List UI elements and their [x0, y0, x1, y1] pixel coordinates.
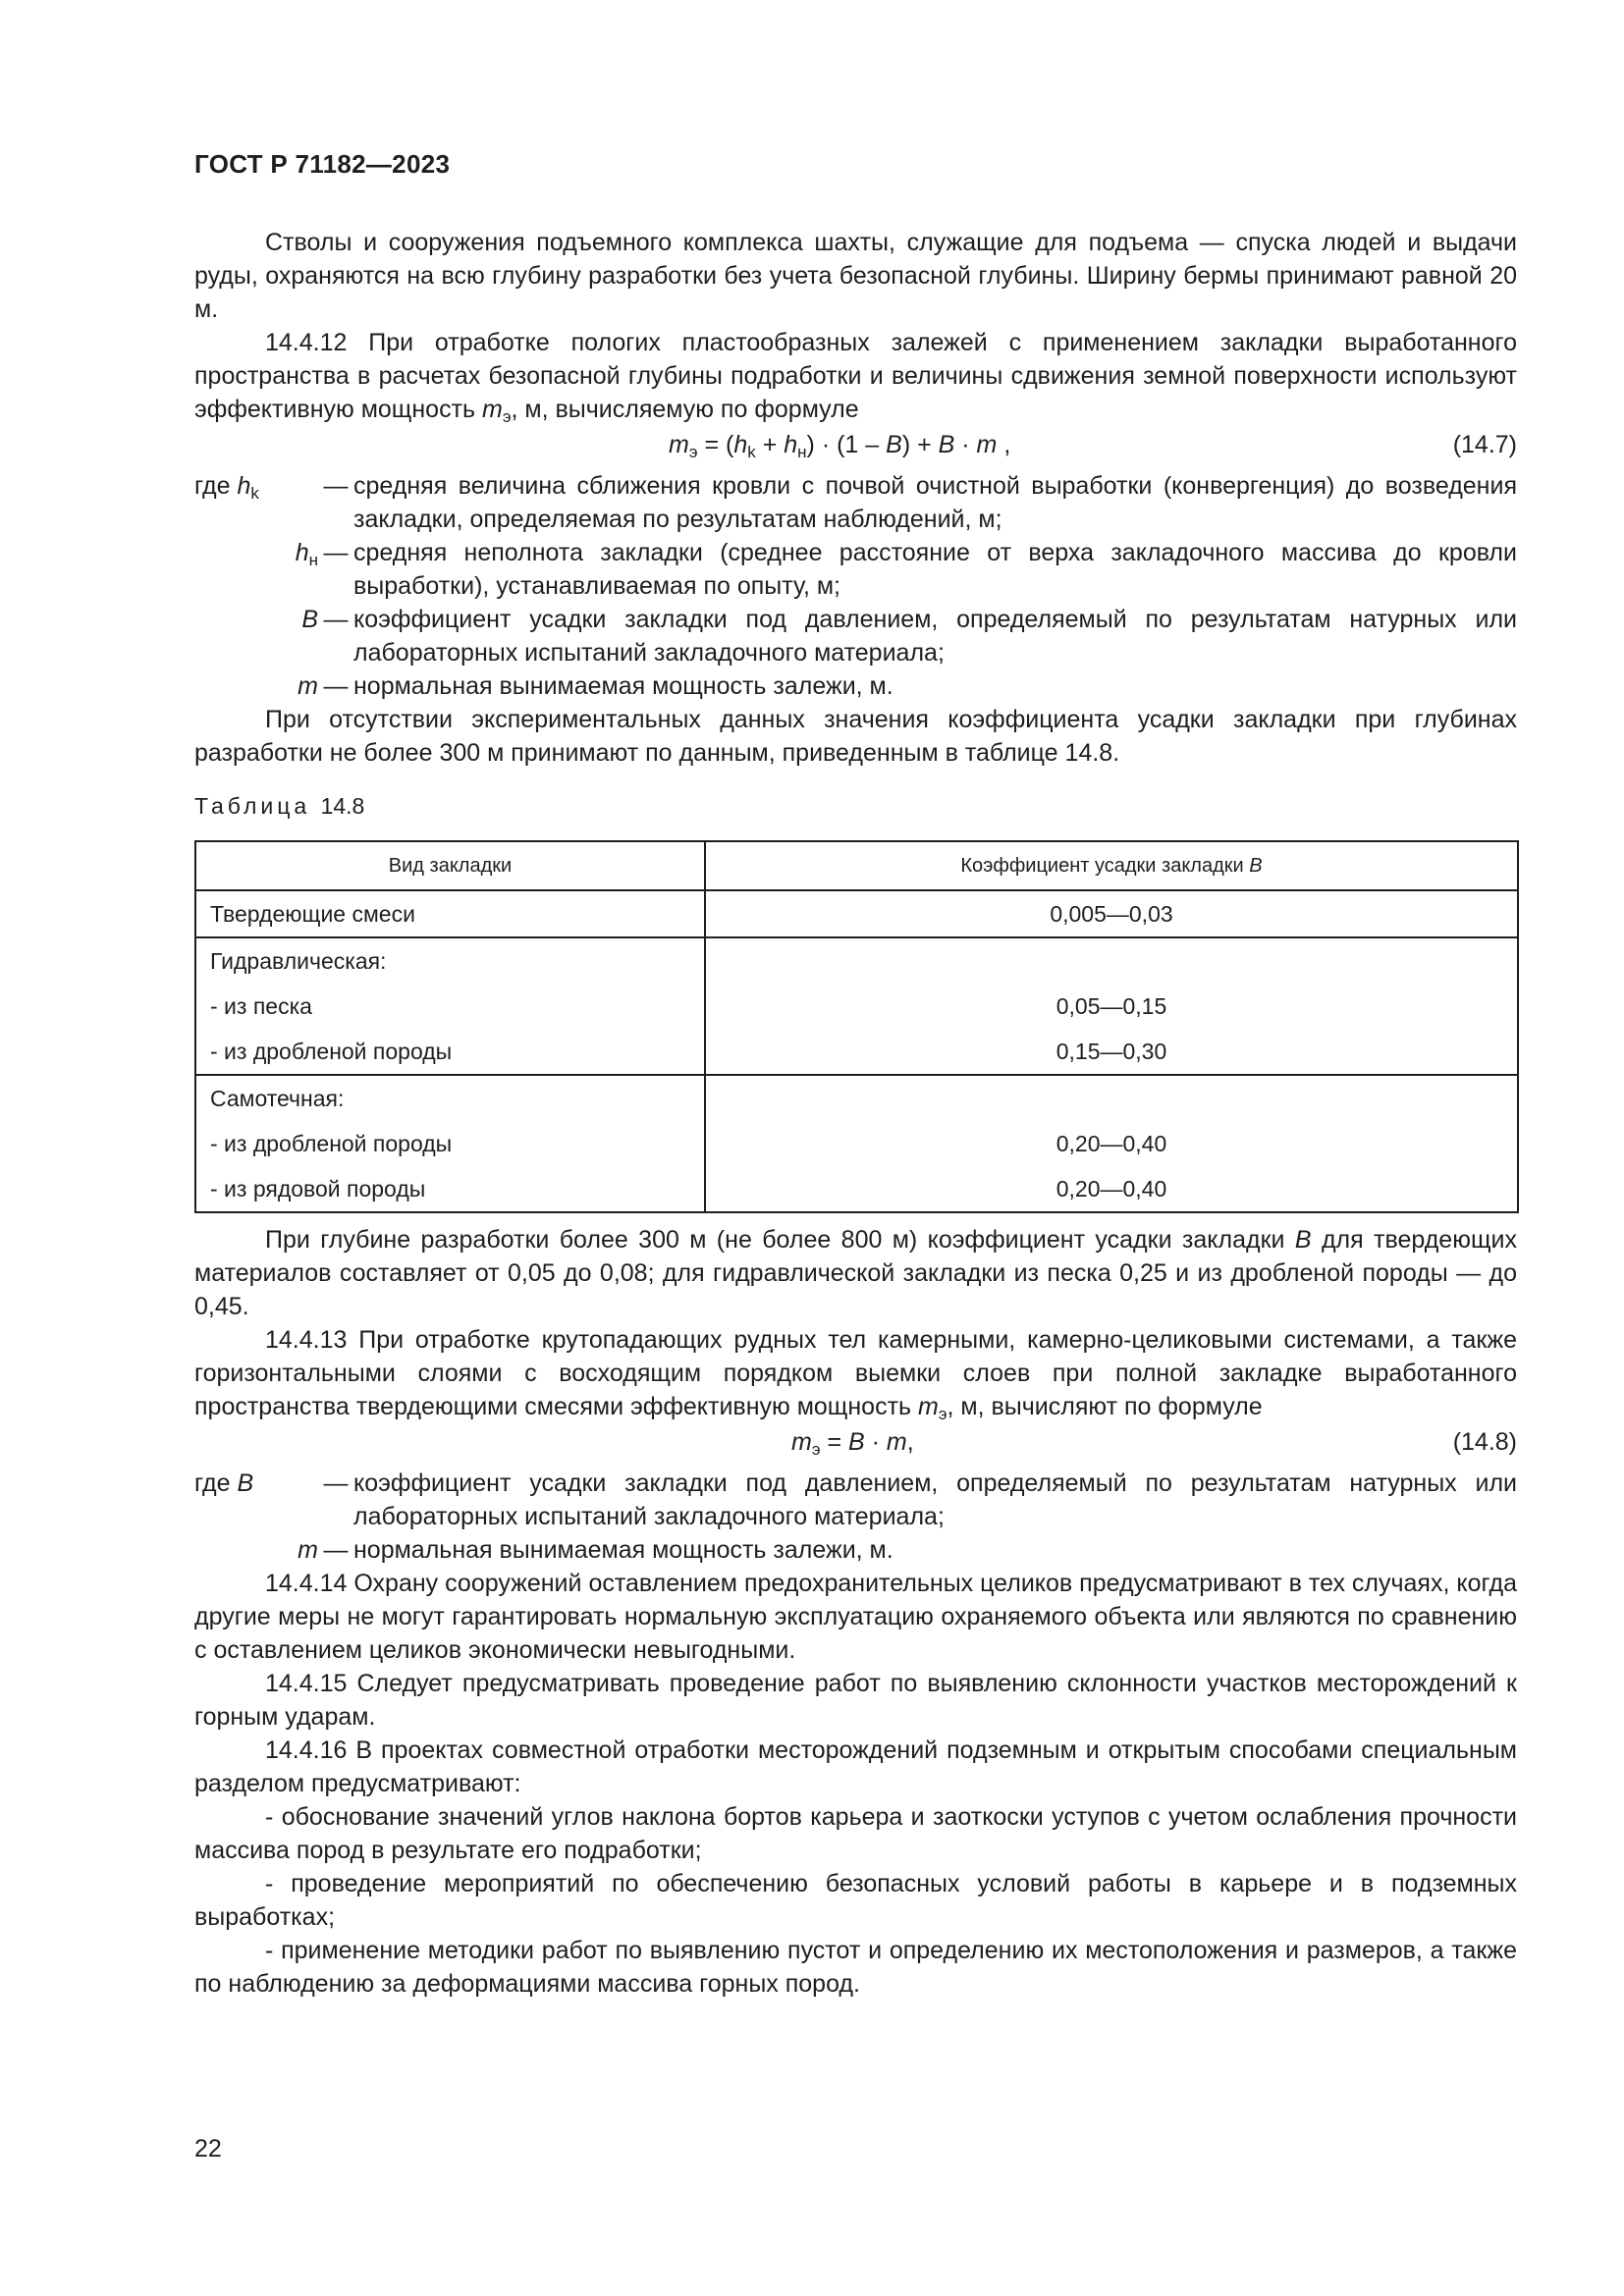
where-item: где $h_k$ — средняя величина сближения кровли с почвой очистной выработки (конвергенция) до возведения закладки, определяемая по результатам наблюдений, м; — [194, 472, 1517, 533]
formula-expression: $m_э = B \cdot m$, — [791, 1428, 914, 1459]
formula-number: (14.8) — [1452, 1428, 1517, 1456]
table-row: - из дробленой породы 0,15—0,30 — [195, 1029, 1518, 1075]
table-row: Гидравлическая: — [195, 937, 1518, 984]
table-row: Твердеющие смеси 0,005—0,03 — [195, 890, 1518, 937]
formula-14-7 — [194, 428, 1517, 463]
list-item: - обоснование значений углов наклона бортов карьера и заоткоски уступов с учетом ослабления прочности массива пород в результате его подработки; — [194, 1803, 1517, 1864]
table-row: - из рядовой породы 0,20—0,40 — [195, 1166, 1518, 1212]
formula-number: (14.7) — [1452, 431, 1517, 458]
table-header: Коэффициент усадки закладки B — [705, 841, 1518, 890]
document-header: ГОСТ Р 71182—2023 — [194, 149, 451, 179]
formula-expression: $m_э = (h_k + h_н) \cdot (1 - B) + B \cdot m$ , — [669, 431, 1011, 461]
table-header: Вид закладки — [195, 841, 705, 890]
paragraph-14-4-16: 14.4.16 В проектах совместной отработки месторождений подземным и открытым способами специальным разделом предусматривают: — [194, 1736, 1517, 1797]
paragraph: Стволы и сооружения подъемного комплекса шахты, служащие для подъема — спуска людей и выдачи руды, охраняются на всю глубину разработки без учета безопасной глубины. Ширину бермы принимают равной 20 м. — [194, 229, 1517, 323]
where-item: m — нормальная вынимаемая мощность залежи, м. — [298, 672, 893, 700]
where-item: m — нормальная вынимаемая мощность залежи, м. — [298, 1536, 893, 1564]
where-item: B — коэффициент усадки закладки под давлением, определяемый по результатам натурных или лабораторных испытаний закладочного материала; — [301, 606, 1517, 667]
where-list — [194, 1467, 1517, 1567]
paragraph: При глубине разработки более 300 м (не более 800 м) коэффициент усадки закладки B для твердеющих материалов составляет от 0,05 до 0,08; для гидравлической закладки из песка 0,25 и из дробленой породы — до 0,45. — [194, 1226, 1517, 1320]
table-row: - из дробленой породы 0,20—0,40 — [195, 1121, 1518, 1166]
page-number: 22 — [194, 2135, 222, 2163]
table-row: - из песка 0,05—0,15 — [195, 984, 1518, 1029]
where-item: где B — коэффициент усадки закладки под давлением, определяемый по результатам натурных или лабораторных испытаний закладочного материала; — [194, 1469, 1517, 1530]
paragraph-14-4-12: 14.4.12 При отработке пологих пластообразных залежей с применением закладки выработанного пространства в расчетах безопасной глубины подработки и величины сдвижения земной поверхности используют эффективную мощность $m_э$, м, вычисляемую по формуле — [194, 329, 1517, 426]
where-item: $h_н$ — средняя неполнота закладки (среднее расстояние от верха закладочного массива до кровли выработки), устанавливаемая по опыту, м; — [295, 539, 1517, 600]
list-item: - применение методики работ по выявлению пустот и определению их местоположения и размеров, а также по наблюдению за деформациями массива горных пород. — [194, 1937, 1517, 1998]
paragraph-14-4-14: 14.4.14 Охрану сооружений оставлением предохранительных целиков предусматривают в тех случаях, когда другие меры не могут гарантировать нормальную эксплуатацию охраняемого объекта или являются по сравнению с оставлением целиков экономически невыгодными. — [194, 1570, 1517, 1664]
table-14-8 — [194, 840, 1519, 1213]
where-list — [194, 469, 1517, 703]
list-item: - проведение мероприятий по обеспечению безопасных условий работы в карьере и в подземных выработках; — [194, 1870, 1517, 1931]
formula-14-8 — [194, 1425, 1517, 1461]
paragraph-14-4-13: 14.4.13 При отработке крутопадающих рудных тел камерными, камерно-целиковыми системами, а также горизонтальными слоями с восходящим порядком выемки слоев при полной закладке выработанного пространства твердеющими смесями эффективную мощность $m_э$, м, вычисляют по формуле — [194, 1326, 1517, 1423]
table-caption: Таблица 14.8 — [194, 793, 365, 819]
paragraph-14-4-15: 14.4.15 Следует предусматривать проведение работ по выявлению склонности участков месторождений к горным ударам. — [194, 1670, 1517, 1731]
paragraph: При отсутствии экспериментальных данных значения коэффициента усадки закладки при глубинах разработки не более 300 м принимают по данным, приведенным в таблице 14.8. — [194, 706, 1517, 767]
page-body — [194, 226, 1517, 2001]
table-row: Самотечная: — [195, 1075, 1518, 1121]
